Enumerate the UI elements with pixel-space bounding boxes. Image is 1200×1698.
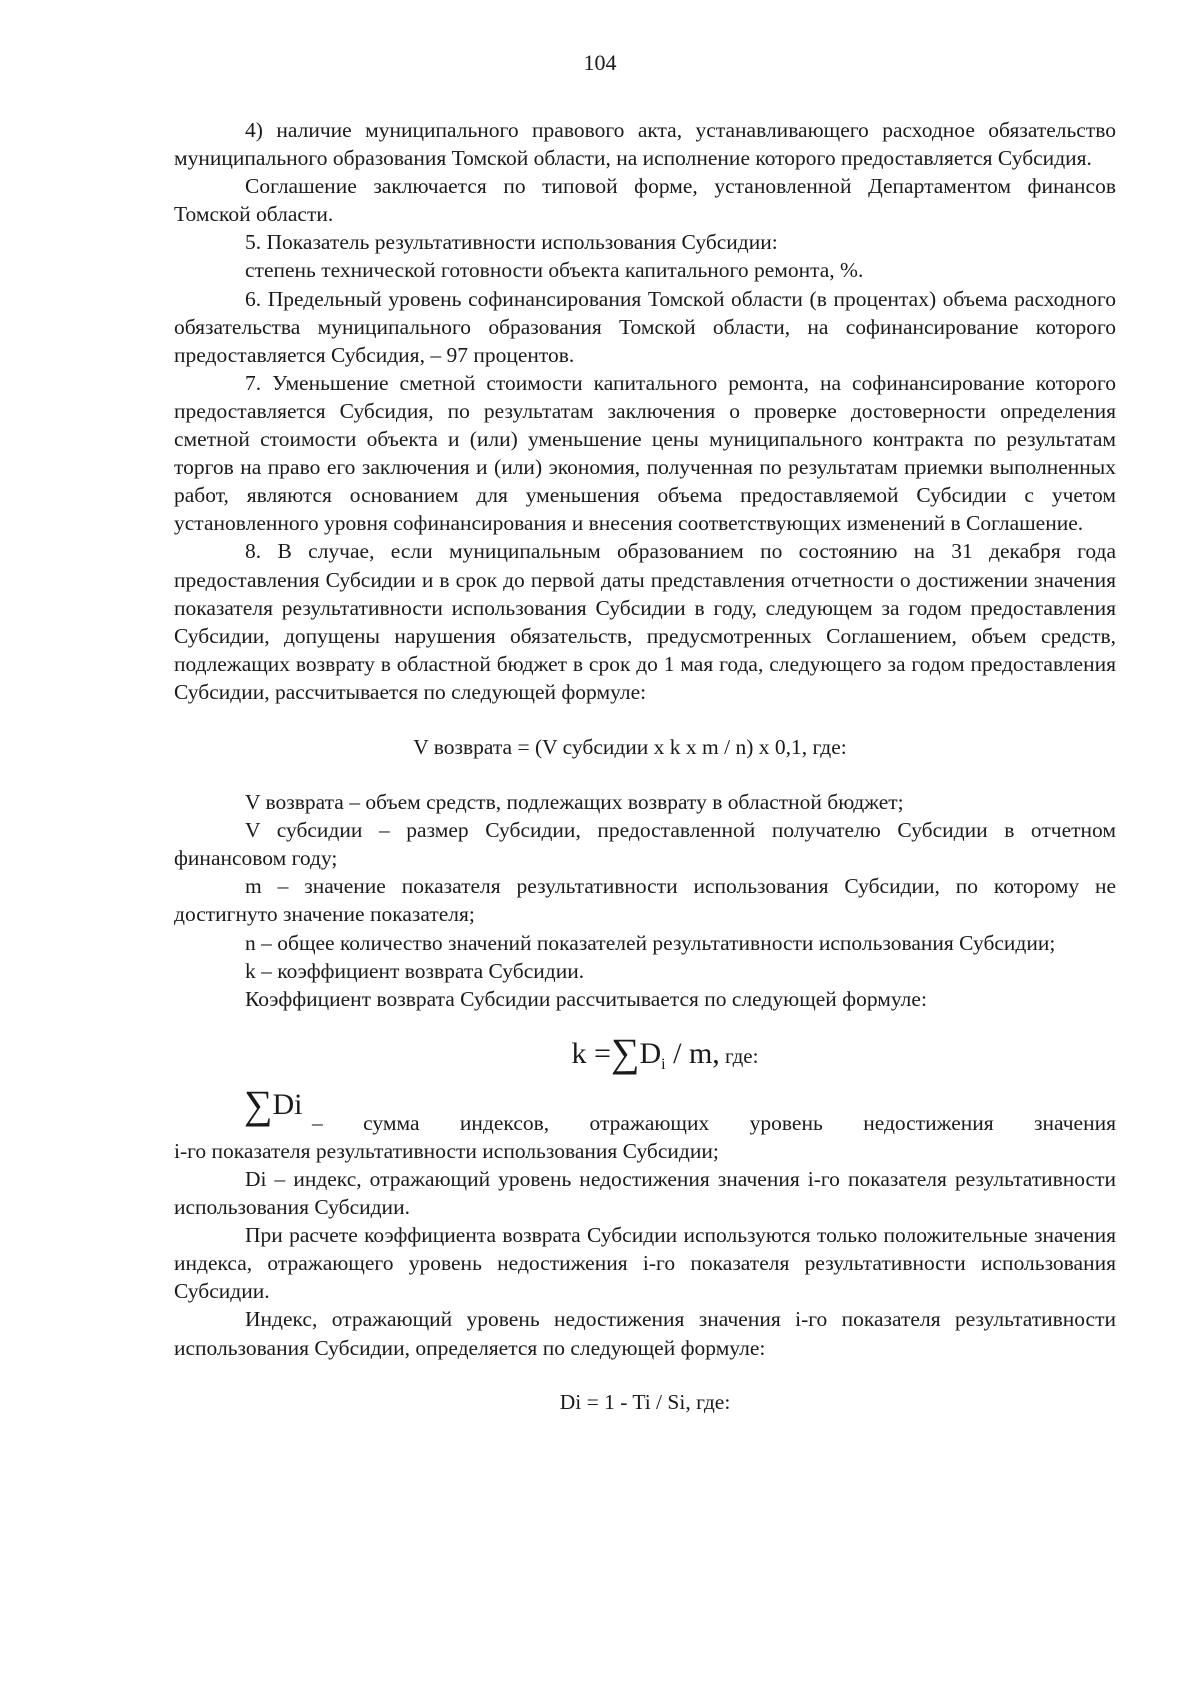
- definition-v-subsidy: V субсидии – размер Субсидии, предоставленной получателю Субсидии в отчетном финансовом году;: [174, 818, 1116, 871]
- sum-definition: [174, 1081, 1116, 1137]
- sum-definition-line2: i-го показателя результативности использования Субсидии;: [174, 1138, 719, 1163]
- sigma-symbol: ∑: [244, 1081, 273, 1127]
- definition-n: n – общее количество значений показателей результативности использования Субсидии;: [245, 930, 1056, 955]
- formula-k-d: D: [639, 1036, 662, 1070]
- formula-k-tail: где:: [719, 1043, 759, 1068]
- page-number: 104: [583, 50, 617, 75]
- paragraph-section-8: 8. В случае, если муниципальным образованием по состоянию на 31 декабря года предоставления Субсидии и в срок до первой даты представления отчетности о достижении значения показателя результативности использования Субсидии в году, следующем за годом предоставления Субсидии, допущены нарушения обязательств, предусмотренных Соглашением, объем средств, подлежащих возврату в областной бюджет в срок до 1 мая года, следующего за годом предоставления Субсидии, рассчитывается по следующей формуле:: [174, 539, 1116, 704]
- formula-k-subscript: i: [661, 1055, 666, 1073]
- sum-definition-line1: – сумма индексов, отражающих уровень недостижения значения: [312, 1110, 1116, 1135]
- formula-k-rest: / m,: [665, 1036, 720, 1070]
- paragraph-section-6: 6. Предельный уровень софинансирования Томской области (в процентах) объема расходного обязательства муниципального образования Томской области, на софинансирование которого предоставляется Субсидия, – 97 процентов.: [174, 286, 1116, 367]
- formula-return-volume: V возврата = (V субсидии x k x m / n) x 0,1, где:: [413, 734, 847, 759]
- definition-di: Di – индекс, отражающий уровень недостижения значения i-го показателя результативности использования Субсидии.: [174, 1167, 1116, 1220]
- definition-k: k – коэффициент возврата Субсидии.: [245, 958, 585, 983]
- sigma-symbol: ∑: [610, 1029, 640, 1075]
- formula-k-lhs: k =: [571, 1036, 611, 1070]
- formula-coefficient-k: [174, 1029, 1116, 1085]
- paragraph-item-4: 4) наличие муниципального правового акта, устанавливающего расходное обязательство муниципального образования Томской области, на исполнение которого предоставляется Субсидия.: [174, 118, 1116, 171]
- sum-symbol: [244, 1081, 303, 1127]
- document-body: [174, 116, 1116, 1416]
- paragraph-agreement: Соглашение заключается по типовой форме, установленной Департаментом финансов Томской области.: [174, 174, 1116, 227]
- sum-symbol-text: Di: [272, 1087, 303, 1121]
- definition-v-return: V возврата – объем средств, подлежащих возврату в областной бюджет;: [245, 790, 904, 815]
- paragraph-indicator: степень технической готовности объекта капитального ремонта, %.: [245, 258, 864, 283]
- paragraph-index-intro: Индекс, отражающий уровень недостижения значения i-го показателя результативности использования Субсидии, определяется по следующей формуле:: [174, 1307, 1116, 1360]
- paragraph-section-5: 5. Показатель результативности использования Субсидии:: [245, 230, 778, 255]
- definition-m: m – значение показателя результативности использования Субсидии, по которому не достигнуто значение показателя;: [174, 874, 1116, 927]
- paragraph-coefficient-intro: Коэффициент возврата Субсидии рассчитывается по следующей формуле:: [245, 986, 927, 1011]
- paragraph-positive-values: При расчете коэффициента возврата Субсидии используются только положительные значения индекса, отражающего уровень недостижения i-го показателя результативности использования Субсидии.: [174, 1223, 1116, 1304]
- paragraph-section-7: 7. Уменьшение сметной стоимости капитального ремонта, на софинансирование которого предоставляется Субсидия, по результатам заключения о проверке достоверности определения сметной стоимости объекта и (или) уменьшение цены муниципального контракта по результатам торгов на право его заключения и (или) экономия, полученная по результатам приемки выполненных работ, являются основанием для уменьшения объема предоставляемой Субсидии с учетом установленного уровня софинансирования и внесения соответствующих изменений в Соглашение.: [174, 370, 1116, 536]
- formula-di: Di = 1 - Ti / Si, где:: [559, 1389, 731, 1414]
